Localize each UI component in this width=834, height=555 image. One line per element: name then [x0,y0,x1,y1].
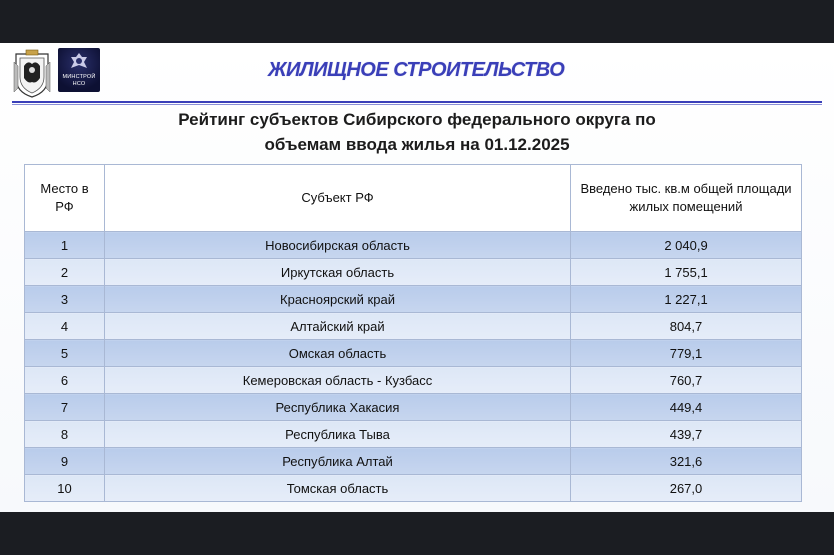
cell-value: 449,4 [571,394,802,421]
minstroy-logo [58,48,100,92]
table-row [25,313,802,340]
cell-value: 1 755,1 [571,259,802,286]
logo-text-line2: НСО [72,81,86,87]
table-row [25,475,802,502]
table-header-row [25,165,802,232]
header-divider [12,101,822,103]
table-row [25,286,802,313]
cell-subject: Томская область [105,475,571,502]
cell-value: 267,0 [571,475,802,502]
table-row [25,232,802,259]
table-row [25,259,802,286]
logo-text-line1: МИНСТРОЙ [62,74,96,80]
cell-place: 6 [25,367,105,394]
cell-value: 321,6 [571,448,802,475]
cell-place: 5 [25,340,105,367]
cell-subject: Республика Тыва [105,421,571,448]
cell-subject: Красноярский край [105,286,571,313]
header-value-line2: жилых помещений [629,199,743,214]
cell-subject: Кемеровская область - Кузбасс [105,367,571,394]
cell-value: 779,1 [571,340,802,367]
header-place-line2: РФ [55,199,74,214]
cell-place: 9 [25,448,105,475]
page-title [0,107,834,157]
title-line-2: объемам ввода жилья на 01.12.2025 [264,135,570,154]
cell-subject: Республика Алтай [105,448,571,475]
section-title: ЖИЛИЩНОЕ СТРОИТЕЛЬСТВО [268,59,565,81]
rating-table [24,164,802,502]
cell-place: 2 [25,259,105,286]
table-row [25,340,802,367]
cell-value: 1 227,1 [571,286,802,313]
cell-place: 1 [25,232,105,259]
table-row [25,448,802,475]
cell-value: 804,7 [571,313,802,340]
cell-subject: Республика Хакасия [105,394,571,421]
cell-place: 3 [25,286,105,313]
table-row [25,421,802,448]
slide-header [0,43,834,103]
table-row [25,367,802,394]
cell-value: 760,7 [571,367,802,394]
cell-place: 7 [25,394,105,421]
cell-place: 4 [25,313,105,340]
cell-place: 10 [25,475,105,502]
cell-value: 439,7 [571,421,802,448]
cell-place: 8 [25,421,105,448]
emblem-icon [68,52,90,72]
cell-subject: Иркутская область [105,259,571,286]
header-subject: Субъект РФ [105,165,571,232]
table-row [25,394,802,421]
cell-value: 2 040,9 [571,232,802,259]
header-place-line1: Место в [40,181,89,196]
cell-subject: Алтайский край [105,313,571,340]
header-place [25,165,105,232]
header-value [571,165,802,232]
title-line-1: Рейтинг субъектов Сибирского федерального округа по [178,110,656,129]
cell-subject: Омская область [105,340,571,367]
coat-of-arms-icon [12,48,52,98]
cell-subject: Новосибирская область [105,232,571,259]
header-value-line1: Введено тыс. кв.м общей площади [580,181,792,196]
slide [0,43,834,512]
